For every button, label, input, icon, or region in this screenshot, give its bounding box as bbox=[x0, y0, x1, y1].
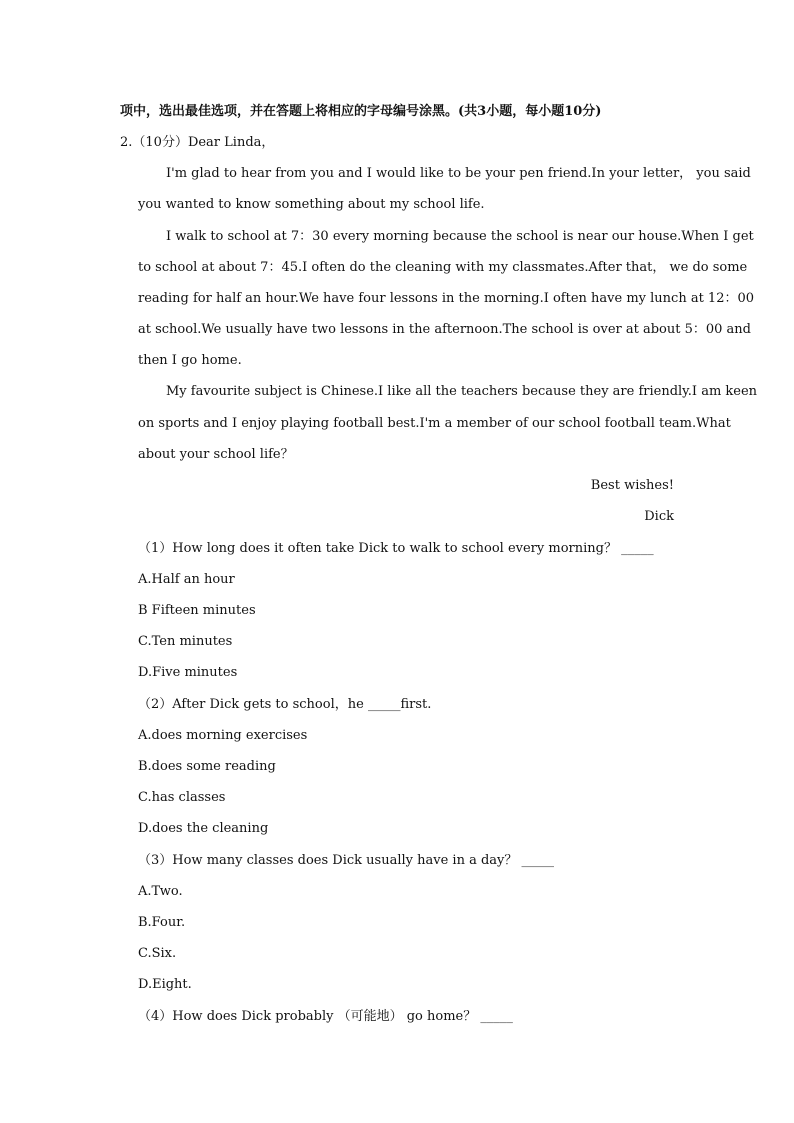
option-a[interactable]: A.Two. bbox=[138, 884, 183, 899]
letter-closing: Best wishes! bbox=[590, 478, 674, 493]
option-d[interactable]: D.Five minutes bbox=[138, 665, 238, 680]
question-stem: （3）How many classes does Dick usually have in a day？ _____ bbox=[138, 853, 555, 868]
letter-line: you wanted to know something about my school life. bbox=[138, 197, 485, 212]
letter-line: then I go home. bbox=[138, 353, 242, 368]
question-header: 2.（10分）Dear Linda， bbox=[120, 135, 275, 150]
option-b[interactable]: B Fifteen minutes bbox=[138, 603, 256, 618]
letter-line: at school.We usually have two lessons in the afternoon.The school is over at about 5：00 and bbox=[138, 322, 752, 337]
letter-line: reading for half an hour.We have four lessons in the morning.I often have my lunch at 12：00 bbox=[138, 291, 755, 306]
option-a[interactable]: A.Half an hour bbox=[138, 572, 235, 587]
letter-line: I'm glad to hear from you and I would like to be your pen friend.In your letter， you said bbox=[166, 166, 751, 181]
letter-line: on sports and I enjoy playing football best.I'm a member of our school football team.What bbox=[138, 416, 731, 431]
option-b[interactable]: B.Four. bbox=[138, 915, 186, 930]
option-c[interactable]: C.Six. bbox=[138, 946, 177, 961]
question-stem: （4）How does Dick probably （可能地） go home？ _____ bbox=[138, 1009, 513, 1024]
letter-line: I walk to school at 7：30 every morning because the school is near our house.When I get bbox=[166, 229, 754, 244]
option-b[interactable]: B.does some reading bbox=[138, 759, 276, 774]
option-a[interactable]: A.does morning exercises bbox=[138, 728, 308, 743]
option-d[interactable]: D.does the cleaning bbox=[138, 821, 269, 836]
letter-line: to school at about 7：45.I often do the cleaning with my classmates.After that， we do some bbox=[138, 260, 748, 275]
letter-line: My favourite subject is Chinese.I like all the teachers because they are friendly.I am keen bbox=[166, 384, 758, 399]
letter-signature: Dick bbox=[644, 509, 674, 524]
option-c[interactable]: C.Ten minutes bbox=[138, 634, 233, 649]
option-d[interactable]: D.Eight. bbox=[138, 977, 192, 992]
question-stem: （1）How long does it often take Dick to walk to school every morning？ _____ bbox=[138, 541, 654, 556]
question-stem: （2）After Dick gets to school，he _____first. bbox=[138, 697, 432, 712]
option-c[interactable]: C.has classes bbox=[138, 790, 226, 805]
section-heading: 项中，选出最佳选项，并在答题上将相应的字母编号涂黑。(共3小题，每小题10分) bbox=[120, 104, 602, 119]
letter-line: about your school life？ bbox=[138, 447, 294, 462]
